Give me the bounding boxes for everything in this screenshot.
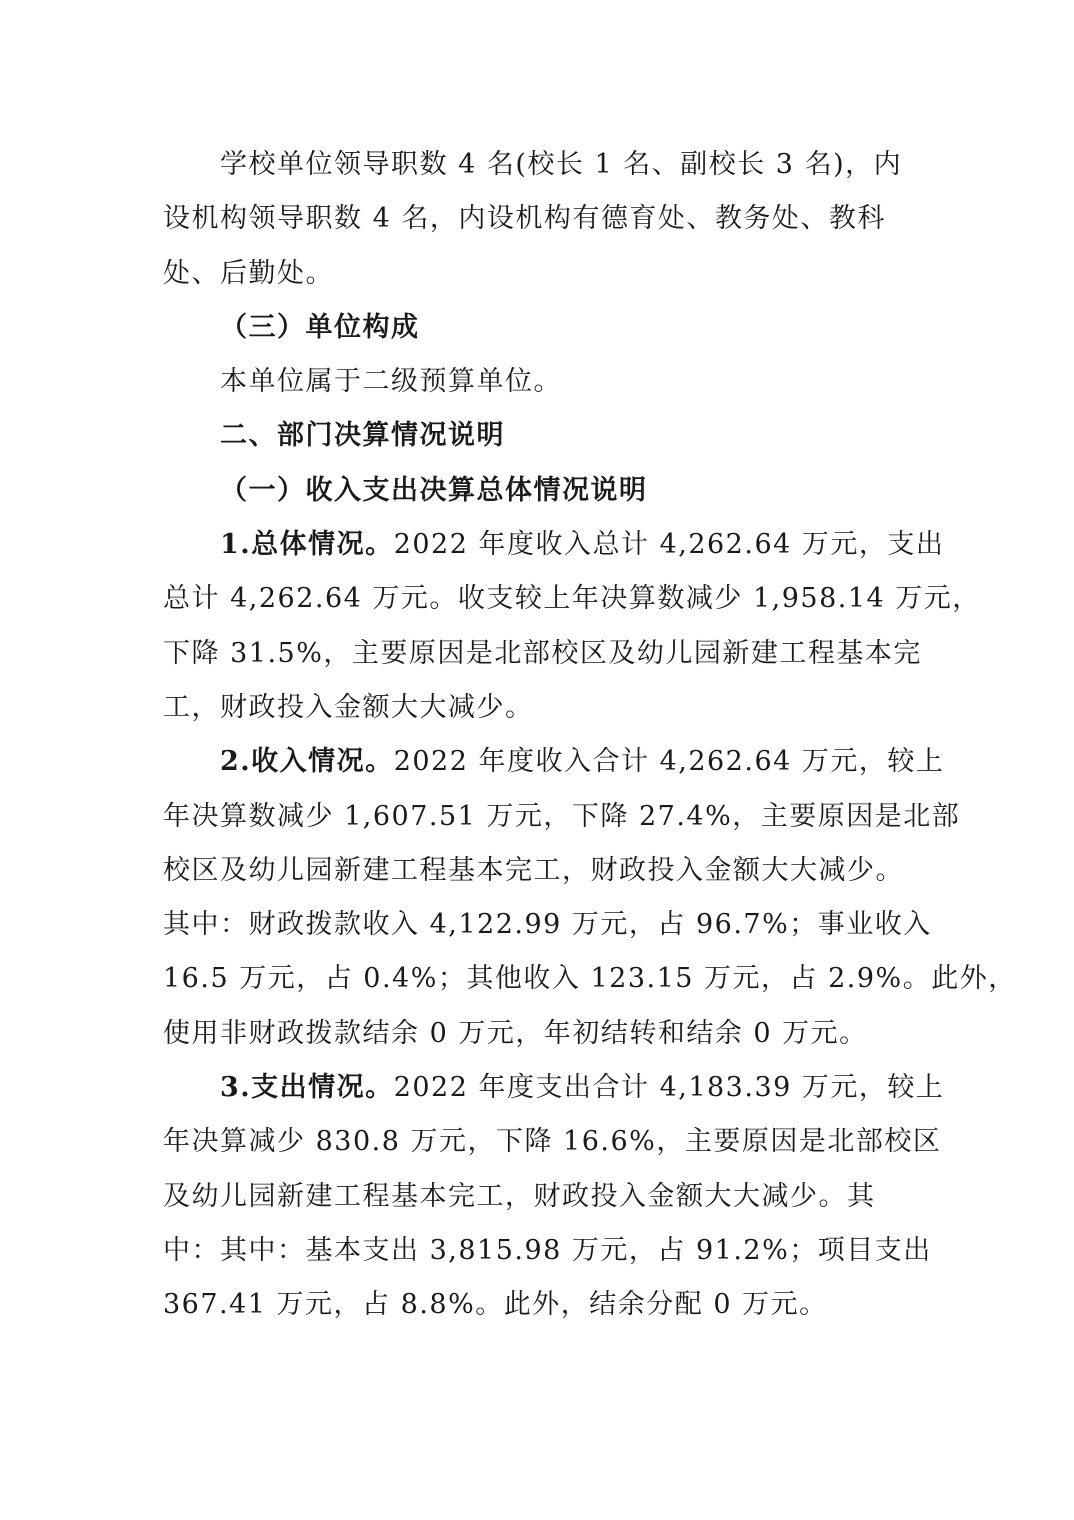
paragraph-overall-situation [163, 518, 981, 735]
paragraph-lead: 1.总体情况。 [220, 529, 394, 561]
text-line [163, 735, 945, 789]
text-line: 中：其中：基本支出 3,815.98 万元，占 91.2%；项目支出 [163, 1234, 932, 1266]
paragraph-lead: 3.支出情况。 [220, 1072, 394, 1104]
text-line: 设机构领导职数 4 名，内设机构有德育处、教务处、教科 [163, 203, 886, 235]
paragraph-expenditure-situation [163, 1061, 945, 1332]
text-line [163, 518, 945, 572]
text-line: 使用非财政拨款结余 0 万元，年初结转和结余 0 万元。 [163, 1017, 868, 1049]
text-line: 处、后勤处。 [163, 257, 334, 289]
text-line: 367.41 万元，占 8.8%。此外，结余分配 0 万元。 [163, 1289, 828, 1321]
text-line: 工，财政投入金额大大减少。 [163, 691, 534, 723]
text-line: 年决算减少 830.8 万元，下降 16.6%，主要原因是北部校区 [163, 1126, 942, 1158]
text-line: 总计 4,262.64 万元。收支较上年决算数减少 1,958.14 万元， [163, 583, 981, 615]
paragraph-lead: 2.收入情况。 [220, 746, 394, 778]
text-line: 其中：财政拨款收入 4,122.99 万元，占 96.7%；事业收入 [163, 909, 932, 941]
document-body [163, 138, 1017, 1333]
section-heading-final-accounts: 二、部门决算情况说明 [220, 420, 505, 452]
section-heading-overall: （一）收入支出决算总体情况说明 [220, 474, 648, 506]
text-line: 学校单位领导职数 4 名(校长 1 名、副校长 3 名)，内 [220, 149, 903, 180]
paragraph-leadership [163, 138, 933, 301]
section-heading-unit-composition: （三）单位构成 [220, 311, 420, 343]
paragraph-unit-level: 本单位属于二级预算单位。 [220, 366, 562, 398]
text-line [163, 1061, 945, 1115]
text-fragment: 2022 年度支出合计 4,183.39 万元，较上 [393, 1072, 945, 1104]
text-line: 下降 31.5%，主要原因是北部校区及幼儿园新建工程基本完 [163, 637, 922, 669]
text-line: 及幼儿园新建工程基本完工，财政投入金额大大减少。其 [163, 1180, 876, 1212]
text-fragment: 2022 年度收入总计 4,262.64 万元，支出 [393, 529, 945, 561]
text-line: 校区及幼儿园新建工程基本完工，财政投入金额大大减少。 [163, 854, 904, 886]
paragraph-income-situation [163, 735, 1017, 1061]
text-line: 年决算数减少 1,607.51 万元，下降 27.4%，主要原因是北部 [163, 800, 961, 832]
text-line: 16.5 万元，占 0.4%；其他收入 123.15 万元，占 2.9%。此外， [163, 963, 1017, 995]
text-fragment: 2022 年度收入合计 4,262.64 万元，较上 [393, 746, 945, 778]
